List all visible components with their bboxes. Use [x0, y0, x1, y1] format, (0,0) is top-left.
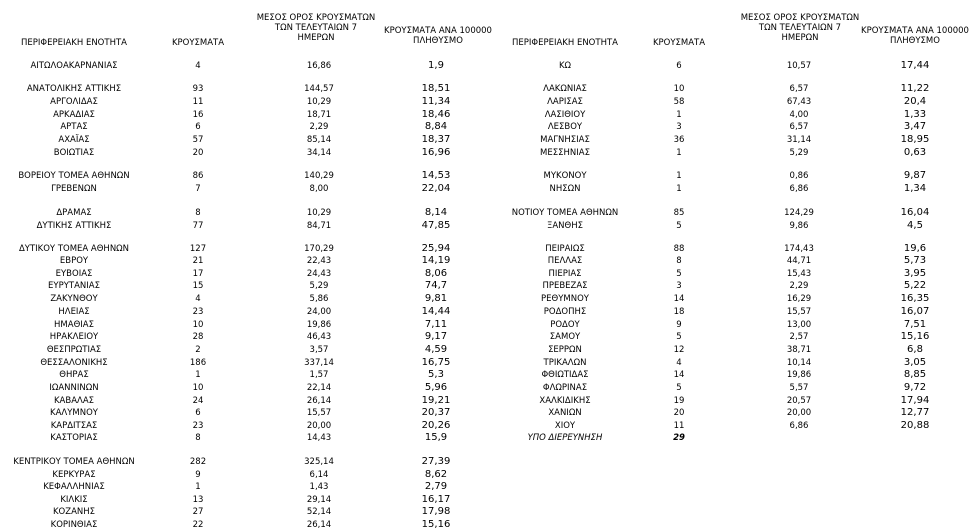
left-cell-per100k: 8,84	[424, 121, 448, 132]
right-cell-name: ΛΕΣΒΟΥ	[547, 122, 583, 132]
right-cell-cases: 9	[676, 320, 682, 330]
left-header-avg: ΜΕΣΟΣ ΟΡΟΣ ΚΡΟΥΣΜΑΤΩΝ ΤΩΝ ΤΕΛΕΥΤΑΙΩΝ 7 ΗΜΕΡΩΝ	[256, 13, 376, 43]
right-cell-avg: 6,57	[789, 84, 809, 94]
right-cell-name: ΝΗΣΩΝ	[549, 184, 581, 194]
left-cell-avg: 1,43	[309, 482, 329, 492]
left-cell-cases: 4	[195, 61, 201, 71]
left-cell-cases: 282	[189, 457, 207, 467]
right-cell-per100k: 5,73	[903, 255, 927, 266]
left-cell-avg: 8,00	[309, 184, 329, 194]
left-cell-name: ΗΜΑΘΙΑΣ	[54, 320, 94, 330]
right-cell-cases: 58	[673, 97, 685, 107]
right-cell-per100k: 5,22	[903, 280, 927, 291]
left-cell-cases: 22	[192, 520, 204, 530]
right-cell-per100k: 18,95	[900, 134, 930, 145]
left-cell-avg: 2,29	[309, 122, 329, 132]
left-cell-per100k: 18,51	[421, 83, 451, 94]
right-cell-cases: 12	[673, 345, 685, 355]
left-cell-avg: 22,14	[306, 383, 332, 393]
right-cell-cases: 18	[673, 307, 685, 317]
right-cell-cases: 4	[676, 358, 682, 368]
left-cell-per100k: 18,37	[421, 134, 451, 145]
left-cell-avg: 46,43	[306, 332, 332, 342]
right-cell-avg: 124,29	[784, 208, 814, 218]
left-cell-cases: 15	[192, 281, 204, 291]
left-cell-name: ΒΟΙΩΤΙΑΣ	[53, 148, 95, 158]
left-cell-avg: 325,14	[304, 457, 334, 467]
left-cell-cases: 13	[192, 495, 204, 505]
right-cell-per100k: 8,85	[903, 369, 927, 380]
left-cell-avg: 84,71	[306, 221, 332, 231]
left-cell-name: ΚΙΛΚΙΣ	[60, 495, 88, 505]
right-cell-name: ΛΑΚΩΝΙΑΣ	[543, 84, 587, 94]
right-cell-cases: 8	[676, 256, 682, 266]
left-cell-per100k: 16,17	[421, 494, 451, 505]
right-cell-cases: 1	[676, 171, 682, 181]
left-cell-cases: 28	[192, 332, 204, 342]
right-cell-per100k: 16,07	[900, 306, 930, 317]
right-cell-cases: 19	[673, 396, 685, 406]
right-header-cases: ΚΡΟΥΣΜΑΤΑ	[652, 38, 706, 48]
right-cell-avg: 5,29	[789, 148, 809, 158]
right-cell-cases: 29	[673, 433, 685, 443]
left-cell-avg: 1,57	[309, 370, 329, 380]
right-header-avg: ΜΕΣΟΣ ΟΡΟΣ ΚΡΟΥΣΜΑΤΩΝ ΤΩΝ ΤΕΛΕΥΤΑΙΩΝ 7 ΗΜΕΡΩΝ	[740, 13, 860, 43]
right-cell-cases: 11	[673, 421, 685, 431]
left-cell-cases: 24	[192, 396, 204, 406]
left-cell-per100k: 7,11	[424, 319, 448, 330]
right-cell-cases: 5	[676, 221, 682, 231]
right-cell-per100k: 3,47	[903, 121, 927, 132]
left-header-region: ΠΕΡΙΦΕΡΕΙΑΚΗ ΕΝΟΤΗΤΑ	[21, 38, 127, 48]
right-cell-name: ΝΟΤΙΟΥ ΤΟΜΕΑ ΑΘΗΝΩΝ	[511, 208, 619, 218]
left-cell-cases: 17	[192, 269, 204, 279]
left-cell-per100k: 9,17	[424, 331, 448, 342]
left-cell-cases: 7	[195, 184, 201, 194]
right-cell-name: ΣΕΡΡΩΝ	[548, 345, 582, 355]
right-cell-cases: 6	[676, 61, 682, 71]
left-cell-avg: 24,00	[306, 307, 332, 317]
left-cell-name: ΑΡΤΑΣ	[60, 122, 88, 132]
right-cell-per100k: 9,87	[903, 170, 927, 181]
left-cell-per100k: 14,44	[421, 306, 451, 317]
left-cell-cases: 21	[192, 256, 204, 266]
left-cell-name: ΔΥΤΙΚΟΥ ΤΟΜΕΑ ΑΘΗΝΩΝ	[18, 244, 130, 254]
left-cell-cases: 77	[192, 221, 204, 231]
left-cell-cases: 2	[195, 345, 201, 355]
right-header-region: ΠΕΡΙΦΕΡΕΙΑΚΗ ΕΝΟΤΗΤΑ	[512, 38, 618, 48]
left-cell-per100k: 15,16	[421, 519, 451, 530]
left-cell-cases: 1	[195, 482, 201, 492]
left-cell-cases: 127	[189, 244, 207, 254]
right-cell-per100k: 4,5	[907, 220, 923, 231]
right-cell-per100k: 20,88	[900, 420, 930, 431]
left-cell-avg: 26,14	[306, 396, 332, 406]
left-cell-avg: 34,14	[306, 148, 332, 158]
left-cell-name: ΔΡΑΜΑΣ	[56, 208, 92, 218]
left-cell-per100k: 22,04	[421, 183, 451, 194]
left-cell-per100k: 18,46	[421, 109, 451, 120]
right-cell-name: ΣΑΜΟΥ	[549, 332, 581, 342]
right-cell-cases: 1	[676, 110, 682, 120]
right-cell-name: ΜΥΚΟΝΟΥ	[543, 171, 587, 181]
left-cell-name: ΖΑΚΥΝΘΟΥ	[50, 294, 98, 304]
right-cell-avg: 67,43	[786, 97, 812, 107]
right-cell-cases: 10	[673, 84, 685, 94]
right-cell-avg: 0,86	[789, 171, 809, 181]
right-cell-cases: 1	[676, 184, 682, 194]
left-cell-name: ΓΡΕΒΕΝΩΝ	[51, 184, 97, 194]
left-cell-name: ΑΝΑΤΟΛΙΚΗΣ ΑΤΤΙΚΗΣ	[26, 84, 122, 94]
right-cell-avg: 10,14	[786, 358, 812, 368]
right-cell-name: ΠΡΕΒΕΖΑΣ	[542, 281, 588, 291]
left-cell-avg: 15,57	[306, 408, 332, 418]
left-cell-name: ΗΡΑΚΛΕΙΟΥ	[49, 332, 99, 342]
left-cell-cases: 8	[195, 433, 201, 443]
left-cell-per100k: 2,79	[424, 481, 448, 492]
left-cell-cases: 20	[192, 148, 204, 158]
right-cell-avg: 6,86	[789, 184, 809, 194]
left-cell-cases: 86	[192, 171, 204, 181]
right-cell-cases: 14	[673, 370, 685, 380]
left-cell-per100k: 9,81	[424, 293, 448, 304]
left-cell-name: ΑΡΚΑΔΙΑΣ	[53, 110, 95, 120]
left-cell-per100k: 14,19	[421, 255, 451, 266]
left-cell-cases: 6	[195, 122, 201, 132]
left-cell-name: ΚΑΡΔΙΤΣΑΣ	[50, 421, 98, 431]
left-cell-name: ΚΟΡΙΝΘΙΑΣ	[50, 520, 98, 530]
left-header-per100k: ΚΡΟΥΣΜΑΤΑ ΑΝΑ 100000 ΠΛΗΘΥΣΜΟ	[384, 26, 492, 46]
left-cell-cases: 27	[192, 507, 204, 517]
right-cell-cases: 3	[676, 122, 682, 132]
left-cell-name: ΚΑΛΥΜΝΟΥ	[50, 408, 98, 418]
right-cell-name: ΤΡΙΚΑΛΩΝ	[543, 358, 587, 368]
right-cell-cases: 5	[676, 383, 682, 393]
right-cell-name: ΦΘΙΩΤΙΔΑΣ	[541, 370, 589, 380]
left-cell-cases: 11	[192, 97, 204, 107]
left-cell-per100k: 17,98	[421, 506, 451, 517]
left-cell-per100k: 4,59	[424, 344, 448, 355]
left-cell-cases: 23	[192, 307, 204, 317]
right-cell-name: ΧΑΝΙΩΝ	[548, 408, 582, 418]
right-cell-avg: 2,57	[789, 332, 809, 342]
left-cell-name: ΚΑΣΤΟΡΙΑΣ	[50, 433, 98, 443]
left-cell-name: ΚΟΖΑΝΗΣ	[52, 507, 96, 517]
left-cell-per100k: 8,62	[424, 469, 448, 480]
left-cell-per100k: 74,7	[424, 280, 448, 291]
left-cell-name: ΕΥΡΥΤΑΝΙΑΣ	[48, 281, 100, 291]
right-cell-per100k: 17,44	[900, 60, 930, 71]
right-cell-per100k: 19,6	[903, 243, 927, 254]
left-cell-avg: 144,57	[304, 84, 334, 94]
left-cell-name: ΒΟΡΕΙΟΥ ΤΟΜΕΑ ΑΘΗΝΩΝ	[18, 171, 130, 181]
left-cell-cases: 10	[192, 383, 204, 393]
left-cell-name: ΑΙΤΩΛΟΑΚΑΡΝΑΝΙΑΣ	[30, 61, 118, 71]
left-cell-per100k: 19,21	[421, 395, 451, 406]
left-header-cases: ΚΡΟΥΣΜΑΤΑ	[171, 38, 225, 48]
right-cell-per100k: 1,34	[903, 183, 927, 194]
right-cell-avg: 15,43	[786, 269, 812, 279]
right-cell-name: ΦΛΩΡΙΝΑΣ	[542, 383, 588, 393]
right-cell-avg: 6,86	[789, 421, 809, 431]
left-cell-cases: 4	[195, 294, 201, 304]
left-cell-per100k: 5,96	[424, 382, 448, 393]
left-cell-avg: 5,86	[309, 294, 329, 304]
right-cell-name: ΛΑΡΙΣΑΣ	[547, 97, 583, 107]
right-cell-avg: 19,86	[786, 370, 812, 380]
right-cell-avg: 2,29	[789, 281, 809, 291]
left-cell-per100k: 8,14	[424, 207, 448, 218]
right-cell-cases: 5	[676, 332, 682, 342]
left-cell-cases: 9	[195, 470, 201, 480]
right-cell-per100k: 16,35	[900, 293, 930, 304]
right-cell-name: ΧΑΛΚΙΔΙΚΗΣ	[539, 396, 591, 406]
right-cell-avg: 38,71	[786, 345, 812, 355]
left-cell-per100k: 25,94	[421, 243, 451, 254]
left-cell-avg: 18,71	[306, 110, 332, 120]
left-cell-name: ΑΧΑΪΑΣ	[58, 135, 90, 145]
right-cell-cases: 88	[673, 244, 685, 254]
left-cell-per100k: 5,3	[428, 369, 444, 380]
left-cell-avg: 52,14	[306, 507, 332, 517]
right-cell-per100k: 9,72	[903, 382, 927, 393]
right-cell-name: ΠΕΛΛΑΣ	[547, 256, 583, 266]
right-cell-per100k: 16,04	[900, 207, 930, 218]
right-cell-avg: 20,00	[786, 408, 812, 418]
right-cell-avg: 15,57	[786, 307, 812, 317]
right-cell-cases: 85	[673, 208, 685, 218]
right-cell-name: ΡΟΔΟΠΗΣ	[543, 307, 587, 317]
right-cell-avg: 9,86	[789, 221, 809, 231]
left-cell-per100k: 16,96	[421, 147, 451, 158]
left-cell-per100k: 20,37	[421, 407, 451, 418]
left-cell-avg: 20,00	[306, 421, 332, 431]
left-cell-avg: 337,14	[304, 358, 334, 368]
left-cell-avg: 24,43	[306, 269, 332, 279]
right-cell-name: ΜΕΣΣΗΝΙΑΣ	[540, 148, 590, 158]
left-cell-avg: 85,14	[306, 135, 332, 145]
right-header-per100k: ΚΡΟΥΣΜΑΤΑ ΑΝΑ 100000 ΠΛΗΘΥΣΜΟ	[861, 26, 969, 46]
left-cell-cases: 57	[192, 135, 204, 145]
left-cell-name: ΑΡΓΟΛΙΔΑΣ	[50, 97, 98, 107]
right-cell-name: ΠΕΙΡΑΙΩΣ	[545, 244, 585, 254]
left-cell-avg: 26,14	[306, 520, 332, 530]
right-cell-name: ΠΙΕΡΙΑΣ	[548, 269, 582, 279]
left-cell-per100k: 15,9	[424, 432, 448, 443]
left-cell-cases: 8	[195, 208, 201, 218]
right-cell-cases: 3	[676, 281, 682, 291]
right-cell-avg: 13,00	[786, 320, 812, 330]
left-cell-name: ΗΛΕΙΑΣ	[58, 307, 90, 317]
right-cell-per100k: 3,95	[903, 268, 927, 279]
left-cell-avg: 16,86	[306, 61, 332, 71]
left-cell-cases: 10	[192, 320, 204, 330]
right-cell-avg: 6,57	[789, 122, 809, 132]
right-cell-per100k: 20,4	[903, 96, 927, 107]
right-cell-cases: 1	[676, 148, 682, 158]
left-cell-per100k: 16,75	[421, 357, 451, 368]
right-cell-name: ΡΕΘΥΜΝΟΥ	[541, 294, 589, 304]
left-cell-name: ΚΑΒΑΛΑΣ	[53, 396, 95, 406]
left-cell-avg: 19,86	[306, 320, 332, 330]
right-cell-per100k: 12,77	[900, 407, 930, 418]
right-cell-per100k: 6,8	[907, 344, 923, 355]
left-cell-per100k: 47,85	[421, 220, 451, 231]
left-cell-per100k: 14,53	[421, 170, 451, 181]
right-cell-per100k: 7,51	[903, 319, 927, 330]
right-cell-avg: 44,71	[786, 256, 812, 266]
left-cell-avg: 22,43	[306, 256, 332, 266]
right-cell-name: ΛΑΣΙΘΙΟΥ	[544, 110, 586, 120]
left-cell-name: ΕΒΡΟΥ	[59, 256, 89, 266]
right-cell-per100k: 17,94	[900, 395, 930, 406]
right-cell-name: ΜΑΓΝΗΣΙΑΣ	[540, 135, 590, 145]
left-cell-avg: 140,29	[304, 171, 334, 181]
left-cell-per100k: 11,34	[421, 96, 451, 107]
right-cell-per100k: 11,22	[900, 83, 930, 94]
left-cell-name: ΘΕΣΠΡΩΤΙΑΣ	[46, 345, 102, 355]
left-cell-avg: 10,29	[306, 97, 332, 107]
right-cell-name: ΧΙΟΥ	[554, 421, 576, 431]
right-cell-avg: 31,14	[786, 135, 812, 145]
left-cell-avg: 6,14	[309, 470, 329, 480]
left-cell-avg: 14,43	[306, 433, 332, 443]
right-cell-cases: 20	[673, 408, 685, 418]
left-cell-avg: 10,29	[306, 208, 332, 218]
right-cell-avg: 20,57	[786, 396, 812, 406]
left-cell-cases: 1	[195, 370, 201, 380]
left-cell-cases: 23	[192, 421, 204, 431]
left-cell-per100k: 1,9	[428, 60, 444, 71]
left-cell-name: ΙΩΑΝΝΙΝΩΝ	[49, 383, 99, 393]
left-cell-avg: 170,29	[304, 244, 334, 254]
left-cell-per100k: 27,39	[421, 456, 451, 467]
left-cell-per100k: 8,06	[424, 268, 448, 279]
right-cell-cases: 14	[673, 294, 685, 304]
left-cell-name: ΕΥΒΟΙΑΣ	[55, 269, 93, 279]
left-cell-cases: 186	[189, 358, 207, 368]
right-cell-per100k: 3,05	[903, 357, 927, 368]
left-cell-avg: 3,57	[309, 345, 329, 355]
left-cell-cases: 93	[192, 84, 204, 94]
right-cell-avg: 4,00	[789, 110, 809, 120]
left-cell-avg: 29,14	[306, 495, 332, 505]
left-cell-cases: 16	[192, 110, 204, 120]
right-cell-name: ΚΩ	[558, 61, 572, 71]
right-cell-avg: 10,57	[786, 61, 812, 71]
left-cell-name: ΔΥΤΙΚΗΣ ΑΤΤΙΚΗΣ	[36, 221, 112, 231]
right-cell-avg: 16,29	[786, 294, 812, 304]
left-cell-name: ΚΕΡΚΥΡΑΣ	[52, 470, 96, 480]
right-cell-name: ΡΟΔΟΥ	[550, 320, 580, 330]
left-cell-name: ΚΕΝΤΡΙΚΟΥ ΤΟΜΕΑ ΑΘΗΝΩΝ	[13, 457, 135, 467]
left-cell-name: ΘΕΣΣΑΛΟΝΙΚΗΣ	[40, 358, 108, 368]
right-cell-avg: 174,43	[784, 244, 814, 254]
right-cell-per100k: 1,33	[903, 109, 927, 120]
right-cell-per100k: 15,16	[900, 331, 930, 342]
right-cell-name: ΞΑΝΘΗΣ	[547, 221, 583, 231]
right-cell-cases: 36	[673, 135, 685, 145]
left-cell-avg: 5,29	[309, 281, 329, 291]
right-cell-cases: 5	[676, 269, 682, 279]
left-cell-name: ΚΕΦΑΛΛΗΝΙΑΣ	[43, 482, 105, 492]
right-cell-per100k: 0,63	[903, 147, 927, 158]
left-cell-per100k: 20,26	[421, 420, 451, 431]
right-cell-avg: 5,57	[789, 383, 809, 393]
left-cell-name: ΘΗΡΑΣ	[59, 370, 89, 380]
right-cell-name: ΥΠΟ ΔΙΕΡΕΥΝΗΣΗ	[527, 433, 603, 443]
left-cell-cases: 6	[195, 408, 201, 418]
